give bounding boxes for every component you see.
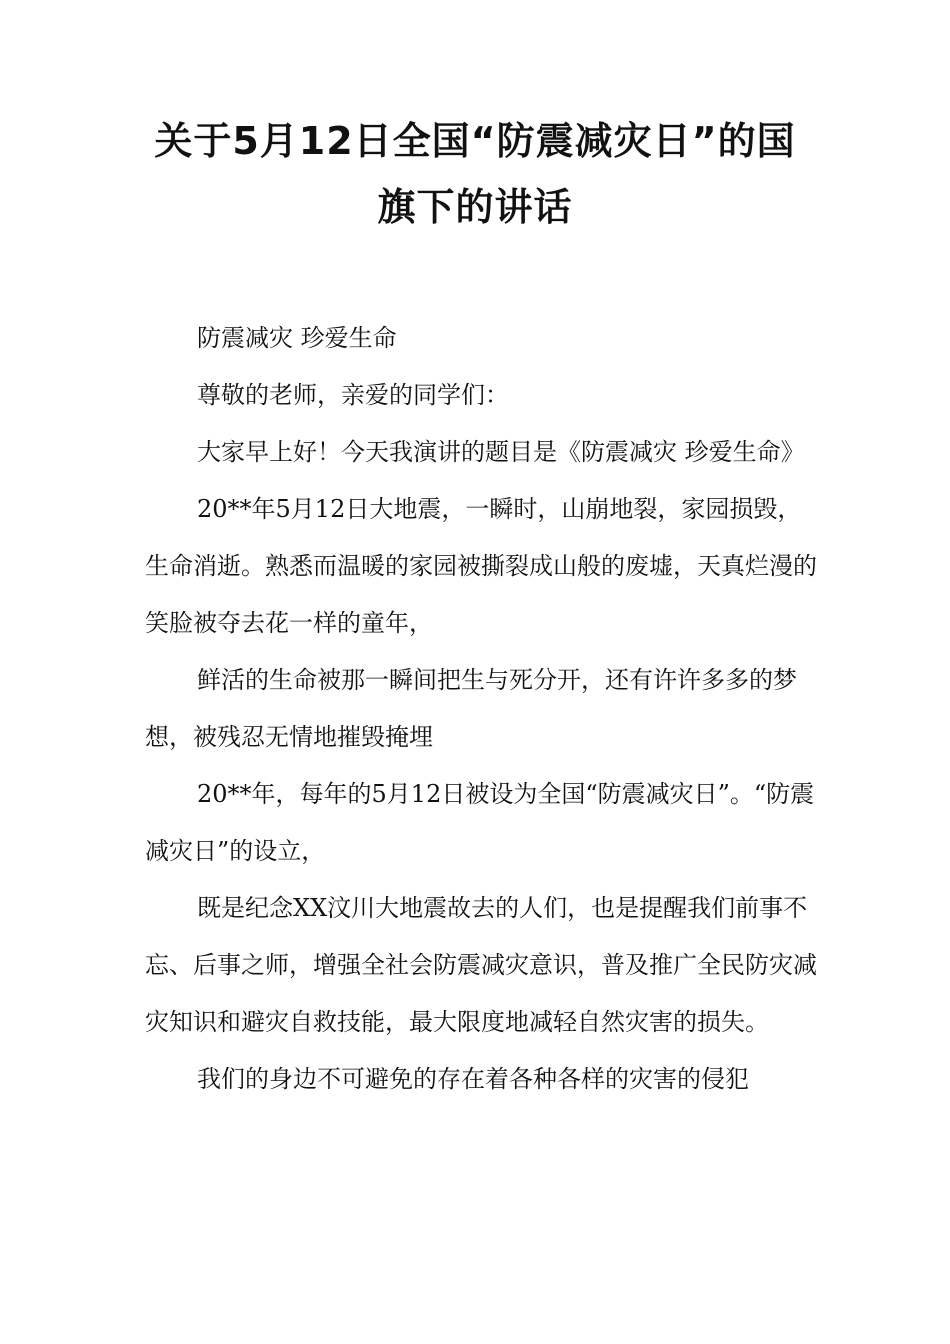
- paragraph: 既是纪念XX汶川大地震故去的人们，也是提醒我们前事不忘、后事之师，增强全社会防震减灾意识，普及推广全民防灾减灾知识和避灾自救技能，最大限度地减轻自然灾害的损失。: [145, 894, 817, 1036]
- paragraph: 大家早上好！今天我演讲的题目是《防震减灾 珍爱生命》: [197, 438, 805, 466]
- paragraph-subtitle: 防震减灾 珍爱生命: [197, 324, 397, 352]
- title-line-2: 旗下的讲话: [377, 185, 573, 229]
- document-body: [145, 310, 817, 1108]
- paragraph: 20**年，每年的5月12日被设为全国“防震减灾日”。“防震减灾日”的设立，: [145, 780, 815, 865]
- paragraph-greeting: 尊敬的老师，亲爱的同学们：: [197, 381, 509, 409]
- paragraph: 20**年5月12日大地震，一瞬时，山崩地裂，家园损毁，生命消逝。熟悉而温暖的家园被撕裂成山般的废墟，天真烂漫的笑脸被夺去花一样的童年，: [145, 495, 817, 637]
- paragraph: 我们的身边不可避免的存在着各种各样的灾害的侵犯: [197, 1065, 749, 1093]
- paragraph: 鲜活的生命被那一瞬间把生与死分开，还有许许多多的梦想，被残忍无情地摧毁掩埋: [145, 666, 797, 751]
- document-title: [120, 108, 830, 240]
- title-line-1: 关于5月12日全国“防震减灾日”的国: [154, 119, 796, 163]
